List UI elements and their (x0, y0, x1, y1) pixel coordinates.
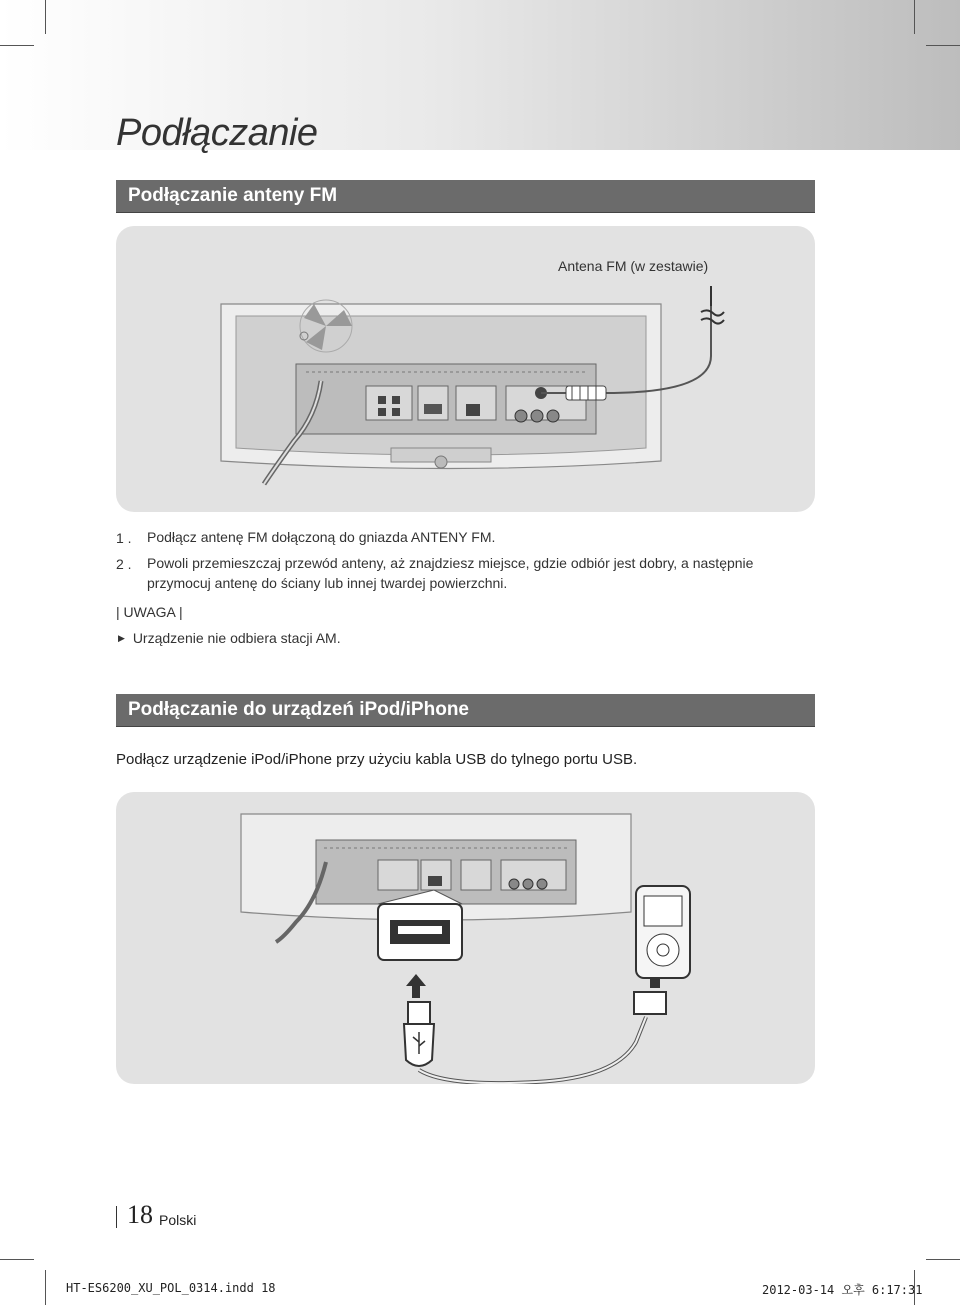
step-number: 2 . (116, 556, 132, 572)
crop-mark (0, 1259, 34, 1260)
ipod-connection-illustration (116, 792, 815, 1084)
footer-file-info: HT-ES6200_XU_POL_0314.indd 18 (66, 1281, 276, 1295)
section-heading-ipod-text: Podłączanie do urządzeń iPod/iPhone (128, 699, 469, 720)
section-heading-fm (116, 180, 815, 213)
crop-mark (45, 0, 46, 34)
step-text: Powoli przemieszczaj przewód anteny, aż znajdziesz miejsce, gdzie odbiór jest dobry, a następnie (147, 555, 754, 571)
note-item-text: Urządzenie nie odbiera stacji AM. (132, 630, 341, 646)
step-text: Podłącz antenę FM dołączoną do gniazda ANTENY FM. (147, 529, 496, 545)
note-bullet-icon: ▶ (118, 633, 125, 643)
crop-mark (926, 1259, 960, 1260)
ipod-usb-diagram (116, 792, 815, 1084)
page-title: Podłączanie (116, 112, 318, 154)
antenna-label: Antena FM (w zestawie) (558, 258, 709, 274)
fm-antenna-diagram (116, 226, 815, 512)
section-heading-fm-text: Podłączanie anteny FM (128, 185, 338, 206)
step-number: 1 . (116, 530, 132, 546)
fm-connection-illustration (116, 226, 815, 512)
page-number: 18 (127, 1200, 153, 1229)
crop-mark (45, 1270, 46, 1305)
page-language: Polski (159, 1212, 197, 1228)
ipod-intro-text: Podłącz urządzenie iPod/iPhone przy użyciu kabla USB do tylnego portu USB. (116, 751, 638, 768)
crop-mark (914, 0, 915, 34)
step-text: przymocuj antenę do ściany lub innej twardej powierzchni. (147, 575, 508, 591)
antenna-symbol-icon (701, 286, 724, 324)
section-heading-ipod (116, 694, 815, 727)
note-item (118, 630, 341, 646)
crop-mark (0, 45, 34, 46)
footer-timestamp: 2012-03-14 오후 6:17:31 (762, 1283, 923, 1297)
crop-mark (926, 45, 960, 46)
folio-divider (116, 1206, 117, 1228)
ipod-device (636, 886, 690, 978)
note-heading: | UWAGA | (116, 604, 183, 620)
